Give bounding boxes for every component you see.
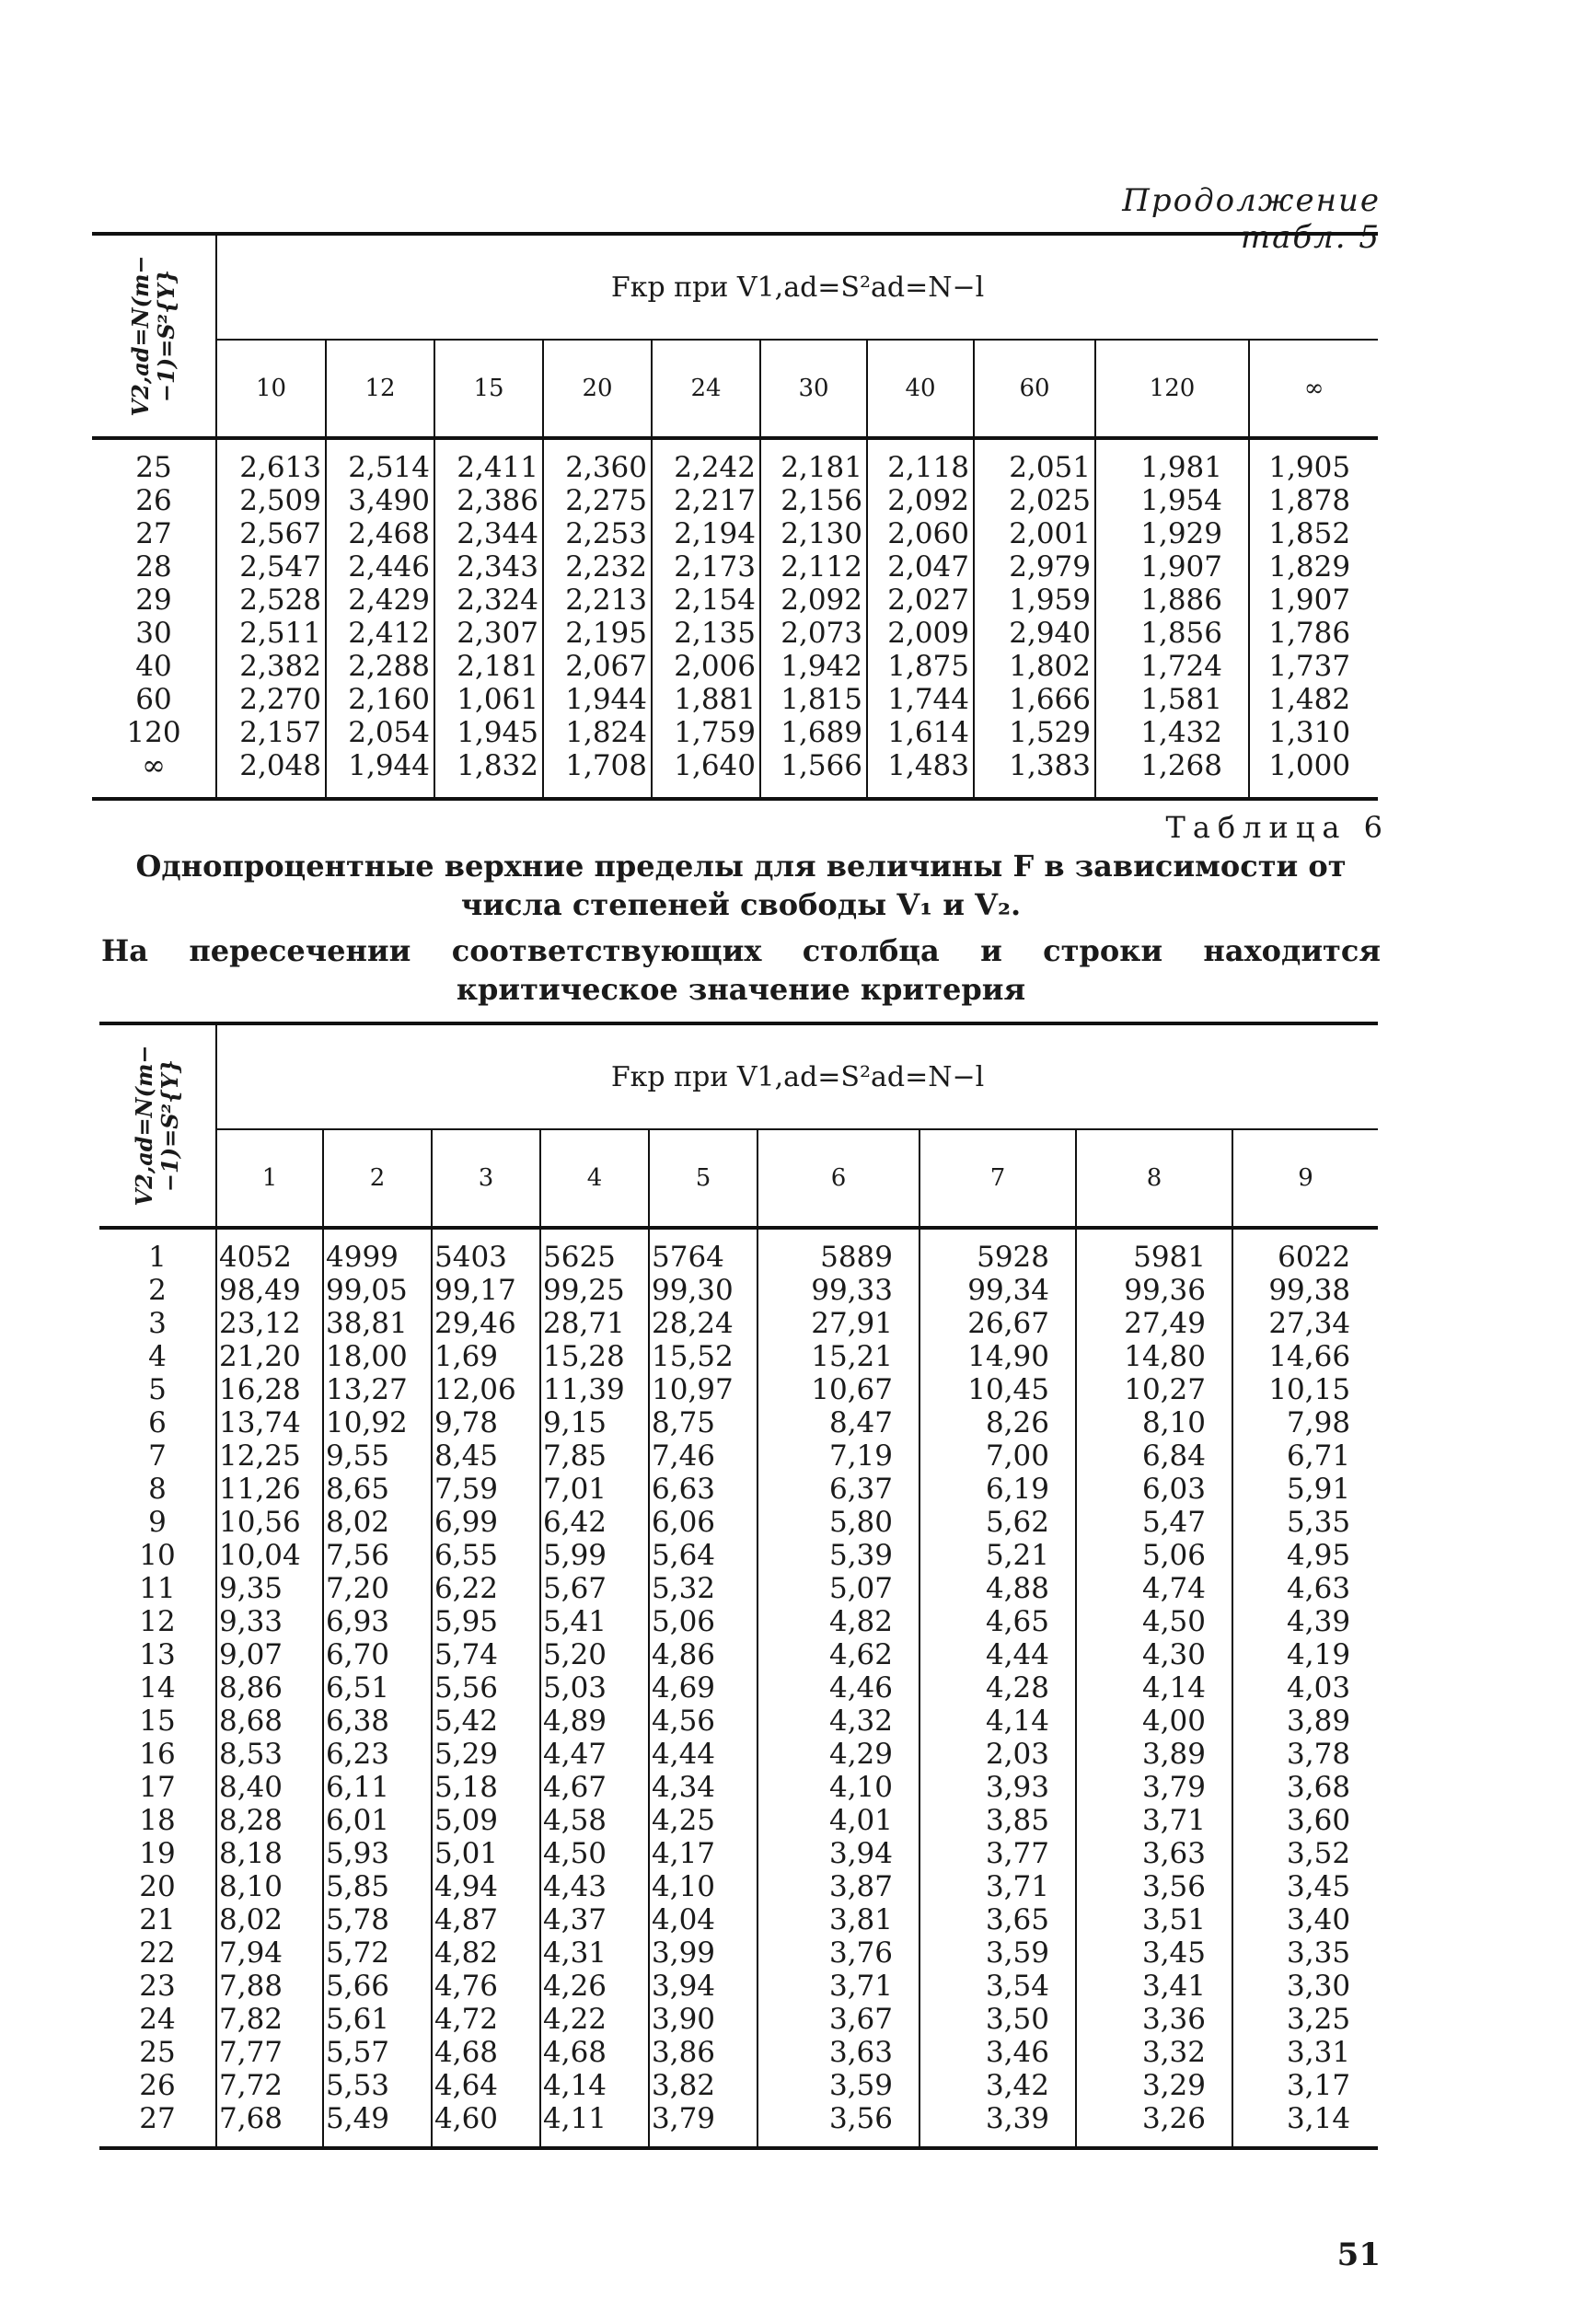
table6-caption-2: На пересечении соответствующих столбца и строки находится критическое значение критерия: [101, 933, 1381, 1007]
row-header: V2,ad=N(m− −1)=S²{Y}: [131, 1045, 183, 1207]
data-column: 2,051 2,025 2,001 2,979 1,959 2,940 1,802 1,666 1,529 1,383: [974, 438, 1095, 799]
col-header: 10: [216, 340, 326, 438]
col-header: 9: [1232, 1129, 1378, 1228]
col-header: 2: [323, 1129, 432, 1228]
data-column: 1,905 1,878 1,852 1,829 1,907 1,786 1,737 1,482 1,310 1,000: [1268, 451, 1351, 782]
data-column: 2,613 2,509 2,567 2,547 2,528 2,511 2,382 2,270 2,157 2,048: [216, 438, 326, 799]
data-column: 4052 98,49 23,12 21,20 16,28 13,74 12,25 11,26 10,56 10,04 9,35 9,33 9,07 8,86 8,68 8,53 8,40 8,28 8,18 8,10 8,02 7,94 7,88 7,82 7,77 7,72 7,68: [216, 1228, 323, 2148]
col-header: 7: [919, 1129, 1076, 1228]
col-header: 6: [758, 1129, 919, 1228]
table6-label: Таблица 6: [1165, 810, 1390, 845]
col-header: 8: [1076, 1129, 1232, 1228]
data-column: 2,181 2,156 2,130 2,112 2,092 2,073 1,942 1,815 1,689 1,566: [760, 438, 867, 799]
table6: [99, 1022, 1378, 2150]
row-header-cell: [92, 234, 216, 438]
group-header: Fкр при V1,ad=S²ad=N−l: [216, 1023, 1378, 1129]
data-column: 1,981 1,954 1,929 1,907 1,886 1,856 1,724 1,581 1,432 1,268: [1095, 438, 1249, 799]
data-column: 2,118 2,092 2,060 2,047 2,027 2,009 1,875 1,744 1,614 1,483: [867, 438, 974, 799]
col-header: 5: [649, 1129, 758, 1228]
col-header: 60: [974, 340, 1095, 438]
data-column: 2,242 2,217 2,194 2,173 2,154 2,135 2,006 1,881 1,759 1,640: [652, 438, 760, 799]
table6-caption: Однопроцентные верхние пределы для величины F в зависимости от числа степеней свободы V₁ и V₂.: [135, 849, 1347, 922]
row-labels: 1 2 3 4 5 6 7 8 9 10 11 12 13 14 15 16 17 18 19 20 21 22 23 24 25 26 27: [99, 1228, 216, 2148]
col-header: 3: [432, 1129, 540, 1228]
col-header: 20: [543, 340, 652, 438]
data-column: 6022 99,38 27,34 14,66 10,15 7,98 6,71 5,91 5,35 4,95 4,63 4,39 4,19 4,03 3,89 3,78 3,68 3,60 3,52 3,45 3,40 3,35 3,30 3,25 3,31 3,17 3,14: [1268, 1241, 1351, 2135]
table5: [92, 232, 1378, 801]
page-number: 51: [1336, 2236, 1381, 2273]
row-header: V2,ad=N(m− −1)=S²{Y}: [127, 255, 179, 417]
col-header: 15: [434, 340, 543, 438]
data-column: 5981 99,36 27,49 14,80 10,27 8,10 6,84 6,03 5,47 5,06 4,74 4,50 4,30 4,14 4,00 3,89 3,79 3,71 3,63 3,56 3,51 3,45 3,41 3,36 3,32 3,29 3,26: [1076, 1228, 1232, 2148]
col-header: 120: [1095, 340, 1249, 438]
row-header-cell: [99, 1023, 216, 1228]
data-column: 5928 99,34 26,67 14,90 10,45 8,26 7,00 6,19 5,62 5,21 4,88 4,65 4,44 4,28 4,14 2,03 3,93 3,85 3,77 3,71 3,65 3,59 3,54 3,50 3,46 3,42 3,39: [919, 1228, 1076, 2148]
row-labels: 25 26 27 28 29 30 40 60 120 ∞: [92, 438, 216, 799]
data-column: 5764 99,30 28,24 15,52 10,97 8,75 7,46 6,63 6,06 5,64 5,32 5,06 4,86 4,69 4,56 4,44 4,34 4,25 4,17 4,10 4,04 3,99 3,94 3,90 3,86 3,82 3,79: [649, 1228, 758, 2148]
col-header: 40: [867, 340, 974, 438]
col-header: 24: [652, 340, 760, 438]
data-column: 5403 99,17 29,46 1,69 12,06 9,78 8,45 7,59 6,99 6,55 6,22 5,95 5,74 5,56 5,42 5,29 5,18 5,09 5,01 4,94 4,87 4,82 4,76 4,72 4,68 4,64 4,60: [432, 1228, 540, 2148]
group-header: Fкр при V1,ad=S²ad=N−l: [216, 234, 1378, 340]
data-column: 2,411 2,386 2,344 2,343 2,324 2,307 2,181 1,061 1,945 1,832: [434, 438, 543, 799]
data-column: 2,360 2,275 2,253 2,232 2,213 2,195 2,067 1,944 1,824 1,708: [543, 438, 652, 799]
col-header: 4: [540, 1129, 649, 1228]
continuation-label: Продолжение табл. 5: [1122, 182, 1381, 256]
col-header: 12: [326, 340, 434, 438]
col-header: 30: [760, 340, 867, 438]
data-column: 4999 99,05 38,81 18,00 13,27 10,92 9,55 8,65 8,02 7,56 7,20 6,93 6,70 6,51 6,38 6,23 6,11 6,01 5,93 5,85 5,78 5,72 5,66 5,61 5,57 5,53 5,49: [323, 1228, 432, 2148]
col-header: 1: [216, 1129, 323, 1228]
data-column: 2,514 3,490 2,468 2,446 2,429 2,412 2,288 2,160 2,054 1,944: [326, 438, 434, 799]
col-header: ∞: [1249, 340, 1378, 438]
data-column: 5889 99,33 27,91 15,21 10,67 8,47 7,19 6,37 5,80 5,39 5,07 4,82 4,62 4,46 4,32 4,29 4,10 4,01 3,94 3,87 3,81 3,76 3,71 3,67 3,63 3,59 3,56: [758, 1228, 919, 2148]
data-column: 5625 99,25 28,71 15,28 11,39 9,15 7,85 7,01 6,42 5,99 5,67 5,41 5,20 5,03 4,89 4,47 4,67 4,58 4,50 4,43 4,37 4,31 4,26 4,22 4,68 4,14 4,11: [540, 1228, 649, 2148]
